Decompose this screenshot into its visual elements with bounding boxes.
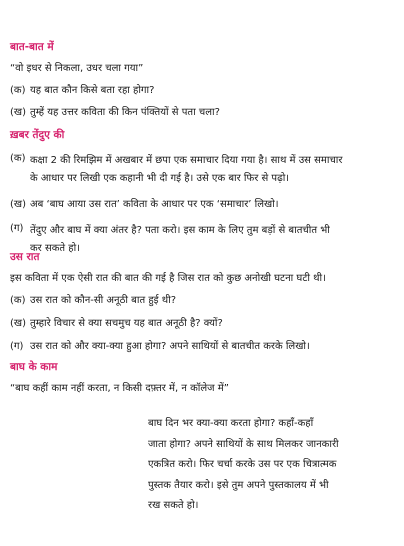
paragraph-line: जाता होगा? अपने साथियों के साथ मिलकर जानकारी (148, 438, 339, 450)
question-text: यह बात कौन किसे बता रहा होगा? (30, 85, 155, 96)
question-text-line: अब ‘बाघ आया उस रात’ कविता के आधार पर एक ‘समाचार’ लिखो। (30, 199, 279, 210)
question-text: उस रात को और क्या-क्या हुआ होगा? अपने साथियों से बातचीत करके लिखो। (30, 341, 310, 352)
paragraph-line: बाघ दिन भर क्या-क्या करता होगा? कहाँ-कहाँ (148, 418, 314, 429)
question-marker: (क) (10, 85, 26, 96)
question-marker: (ख) (10, 107, 26, 118)
question-text: तुम्हारे विचार से क्या सचमुच यह बात अनूठी है? क्यों? (30, 318, 223, 329)
paragraph-line: पुस्तक तैयार करो। इसे तुम अपने पुस्तकालय में भी (148, 479, 329, 491)
question-marker: (ग) (10, 223, 24, 234)
section-heading: उस रात (10, 251, 40, 263)
question-text: तुम्हें यह उत्तर कविता की किन पंक्तियों से पता चला? (30, 107, 220, 118)
question-marker: (ग) (10, 341, 24, 352)
section-heading: बात-बात में (10, 41, 54, 53)
question-item (10, 152, 395, 188)
section-intro: इस कविता में एक ऐसी रात की बात की गई है जिस रात को कुछ अनोखी घटना घटी थी। (10, 273, 326, 284)
question-marker: (ख) (10, 318, 26, 329)
activity-paragraph (148, 414, 339, 517)
section-heading: बाघ के काम (10, 361, 58, 373)
section-quote: “वो इधर से निकला, उधर चला गया” (10, 63, 144, 74)
section-heading: ख़बर तेंदुए की (10, 129, 65, 141)
question-marker: (क) (10, 153, 26, 164)
section-baagh-ke-kaam (10, 360, 395, 396)
question-item (10, 106, 395, 120)
question-text: उस रात को कौन-सी अनूठी बात हुई थी? (30, 295, 177, 306)
question-item (10, 198, 395, 212)
question-item (10, 317, 395, 331)
question-text-line: तेंदुए और बाघ में क्या अंतर है? पता करो। इस काम के लिए तुम बड़ों से बातचीत भी (30, 225, 330, 236)
paragraph-line: रख सकते हो। (148, 500, 199, 512)
question-text-line: कर सकते हो। (30, 243, 80, 254)
question-text-line: के आधार पर लिखी एक कहानी भी दी गई है। उसे एक बार फिर से पढ़ो। (30, 173, 290, 184)
section-quote: “बाघ कहीं काम नहीं करता, न किसी दफ़्तर में, न कॉलेज में” (10, 383, 229, 394)
section-baat-baat-mein (10, 40, 395, 120)
section-us-raat (10, 250, 395, 354)
question-item (10, 294, 395, 308)
question-marker: (ख) (10, 199, 26, 210)
section-khabar-tendue-ki (10, 128, 395, 258)
question-item (10, 340, 395, 354)
question-text-line: कक्षा 2 की रिमझिम में अखबार में छपा एक समाचार दिया गया है। साथ में उस समाचार (30, 155, 343, 166)
question-item (10, 84, 395, 98)
paragraph-line: एकत्रित करो। फिर चर्चा करके उस पर एक चित्रात्मक (148, 459, 337, 471)
question-marker: (क) (10, 295, 26, 306)
